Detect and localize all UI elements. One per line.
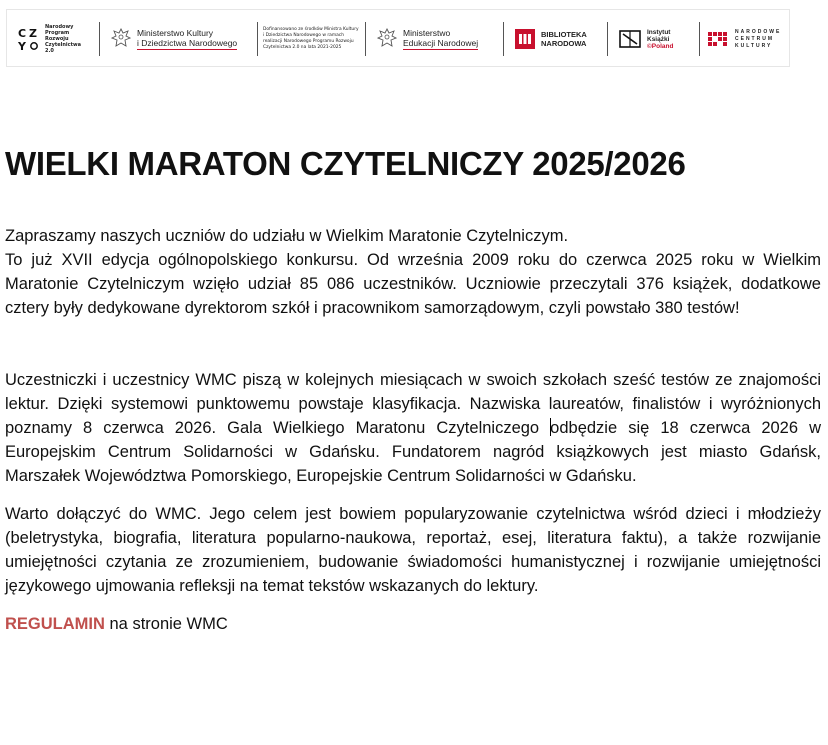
svg-text:Z: Z — [29, 27, 37, 40]
npr-line: Program — [45, 30, 70, 36]
npr-line: Narodowy — [45, 24, 74, 30]
eagle-emblem-icon — [377, 27, 397, 51]
logo-divider — [365, 22, 366, 56]
regulamin-link[interactable]: REGULAMIN — [5, 615, 105, 633]
eagle-emblem-icon — [111, 27, 131, 51]
mkidn-logo — [111, 20, 237, 58]
financing-line: Dofinansowano ze środków Ministra Kultury — [263, 27, 359, 32]
logo-divider — [99, 22, 100, 56]
nck-line: CENTRUM — [735, 35, 774, 42]
czy-mark-icon — [17, 26, 41, 52]
financing-line: realizacji Narodowego Programu Rozwoju — [263, 39, 354, 44]
npr-line: Rozwoju — [45, 36, 69, 42]
article-body — [5, 224, 821, 636]
intro-paragraph-1: Zapraszamy naszych uczniów do udziału w Wielkim Maratonie Czytelniczym. — [5, 227, 569, 245]
intro-paragraph-2: To już XVII edycja ogólnopolskiego konkursu. Od września 2009 roku do czerwca 2025 roku w Wielkim Maratonie Czytelniczym wzięło udział 85 086 uczestników. Uczniowie przeczytali 376 książek, dodatkowe cztery były dedykowane dyrektorom szkół i pracownikom samorządowym, czyli powstało 380 testów! — [5, 251, 821, 317]
paragraph-spacer — [5, 320, 821, 368]
tests-paragraph — [5, 368, 821, 488]
mkidn-line: Ministerstwo Kultury — [137, 28, 214, 38]
tests-paragraph-part-1: Uczestniczki i uczestnicy WMC piszą w kolejnych miesiącach w swoich szkołach sześć testów ze znajomości lektur. Dzięki systemowi punktowemu powstaje klasyfikacja. Nazwiska laureatów, finalistów i wyróżnionych poznamy 8 czerwca 2026. Gala Wielkiego Maratonu Czytelniczego — [5, 371, 821, 437]
ik-line: Książki — [647, 35, 670, 43]
financing-line: i Dziedzictwa Narodowego w ramach — [263, 33, 344, 38]
bn-line: BIBLIOTEKA — [541, 30, 587, 39]
nck-mark-icon — [707, 28, 729, 50]
logo-divider — [607, 22, 608, 56]
partner-logos-banner — [6, 9, 790, 67]
logo-divider — [699, 22, 700, 56]
ik-line: ©Poland — [647, 42, 674, 50]
bn-mark-icon — [515, 29, 535, 49]
logo-divider — [503, 22, 504, 56]
logo-divider — [257, 22, 258, 56]
nck-line: KULTURY — [735, 42, 773, 49]
regulamin-line — [5, 612, 821, 636]
financing-note — [263, 20, 359, 58]
svg-text:C: C — [18, 27, 27, 40]
men-line: Ministerstwo — [403, 28, 451, 38]
ik-mark-icon — [619, 28, 641, 50]
svg-text:Y: Y — [18, 40, 26, 52]
page-title: WIELKI MARATON CZYTELNICZY 2025/2026 — [5, 145, 686, 182]
men-logo — [377, 20, 478, 58]
regulamin-suffix: na stronie WMC — [104, 615, 228, 633]
npr-logo — [17, 20, 81, 58]
npr-line: 2.0 — [45, 48, 54, 54]
mkidn-line: i Dziedzictwa Narodowego — [137, 38, 238, 48]
npr-line: Czytelnictwa — [45, 42, 81, 48]
bn-line: NARODOWA — [541, 39, 587, 48]
nck-logo — [707, 20, 781, 58]
tests-paragraph-part-2: odbędzie się 18 czerwca 2026 w Europejskim Centrum Solidarności w Gdańsku. Fundatorem nagród książkowych jest miasto Gdańsk, Marszałek Województwa Pomorskiego, Europejskie Centrum Solidarności w Gdańsku. — [5, 419, 821, 485]
men-line: Edukacji Narodowej — [403, 38, 479, 48]
join-paragraph: Warto dołączyć do WMC. Jego celem jest bowiem popularyzowanie czytelnictwa wśród dzieci i młodzieży (beletrystyka, biografia, literatura popularno-naukowa, reportaż, esej, literatura faktu), a także rozwijanie umiejętności czytania ze zrozumieniem, budowanie świadomości humanistycznej i rozwijanie umiejętności językowego ujmowania refleksji na temat tekstów wskazanych do lektury. — [5, 505, 821, 595]
nck-line: NARODOWE — [735, 28, 782, 35]
bn-logo — [515, 20, 587, 58]
financing-line: Czytelnictwa 2.0 na lata 2021-2025 — [263, 45, 342, 50]
instytut-ksiazki-logo — [619, 20, 673, 58]
ik-line: Instytut — [647, 28, 671, 36]
